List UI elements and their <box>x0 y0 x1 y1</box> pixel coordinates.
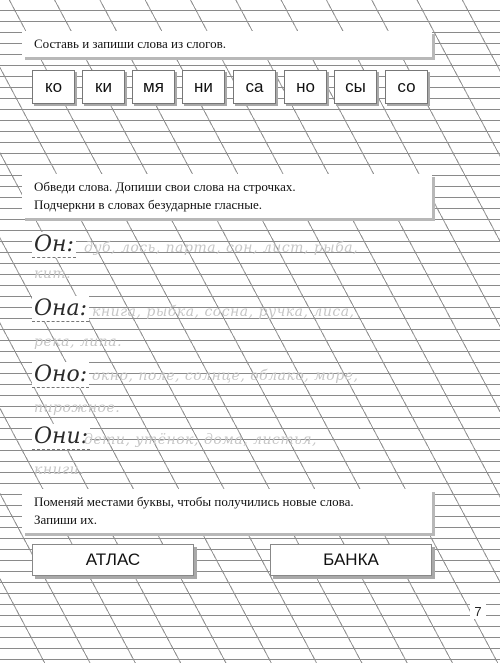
instruction-box-trace <box>22 174 432 218</box>
syllable-cards-row <box>32 70 432 106</box>
instruction-text: Поменяй местами буквы, чтобы получились новые слова. <box>34 494 354 509</box>
traced-words: дети, утёнок, дома, листья, <box>84 432 317 448</box>
instruction-box-syllables <box>22 31 432 57</box>
traced-words: книга, рыбка, сосна, ручка, лиса, <box>92 304 355 320</box>
instruction-text: Подчеркни в словах безударные гласные. <box>34 197 262 212</box>
syllable-card: ни <box>182 70 225 104</box>
pronoun-label-on: Он: <box>34 232 74 257</box>
syllable-card: ко <box>32 70 75 104</box>
traced-words: река, липа. <box>34 334 123 350</box>
instruction-text: Запиши их. <box>34 512 97 527</box>
syllable-card: сы <box>334 70 377 104</box>
syllable-card: со <box>385 70 428 104</box>
traced-words: дуб, лось, парта, сон, лист, рыба, <box>84 240 359 256</box>
instruction-text: Обведи слова. Допиши свои слова на строчках. <box>34 179 296 194</box>
pronoun-label-ono: Оно: <box>34 362 88 387</box>
traced-words: окно, поле, солнце, облако, море, <box>92 368 359 384</box>
syllable-card: ки <box>82 70 125 104</box>
traced-words: книги. <box>34 462 85 478</box>
syllable-card: мя <box>132 70 175 104</box>
instruction-box-rearrange <box>22 489 432 533</box>
traced-words: пирожное. <box>34 400 121 416</box>
word-card-2: БАНКА <box>270 544 432 576</box>
syllable-card: но <box>284 70 327 104</box>
traced-words: кит. <box>34 266 72 282</box>
page-number: 7 <box>470 604 486 619</box>
syllable-card: са <box>233 70 276 104</box>
instruction-text: Составь и запиши слова из слогов. <box>34 36 227 51</box>
pronoun-label-ona: Она: <box>34 296 88 321</box>
word-card-1: АТЛАС <box>32 544 194 576</box>
pronoun-label-oni: Они: <box>34 424 89 449</box>
